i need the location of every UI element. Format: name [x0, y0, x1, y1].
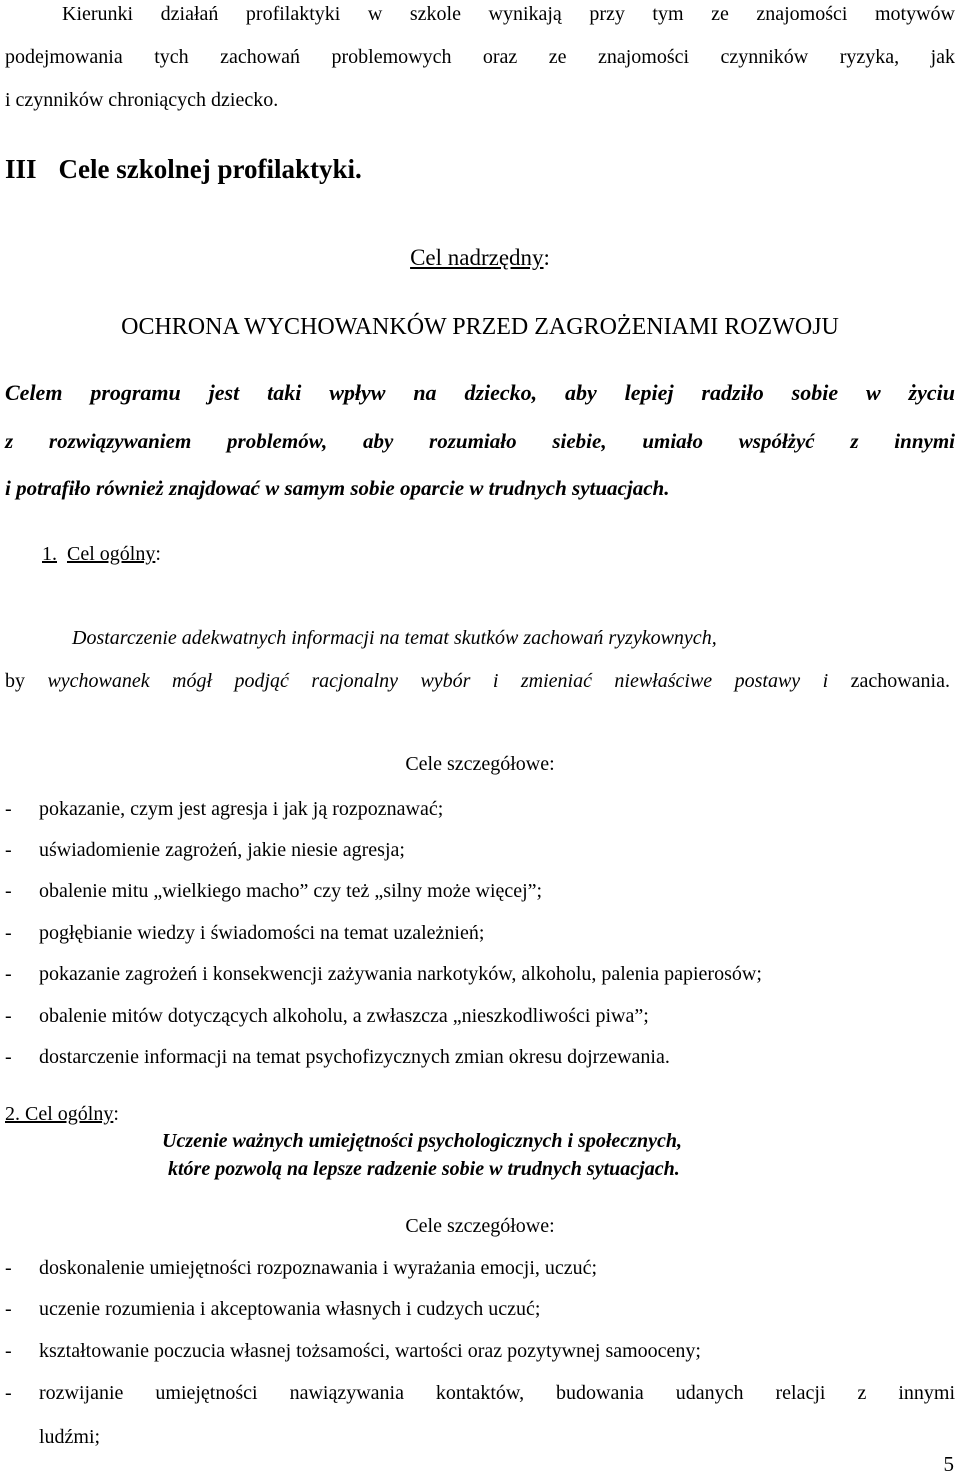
- goal1-desc-2: by wychowanek mógł podjąć racjonalny wybór i zmieniać niewłaściwe postawy i zachowania.: [5, 670, 950, 692]
- main-goal-desc-1: Celem programu jest taki wpływ na dziecko, aby lepiej radziło sobie w życiu: [5, 380, 955, 405]
- section-number: III: [5, 154, 37, 184]
- intro-line-3: i czynników chroniących dziecko.: [5, 89, 279, 111]
- main-goal-label: Cel nadrzędny:: [410, 245, 550, 270]
- section-title: Cele szkolnej profilaktyki.: [58, 154, 362, 184]
- goal1-heading: 1. Cel ogólny:: [42, 543, 161, 565]
- goal2-detail-heading: Cele szczegółowe:: [405, 1215, 555, 1237]
- main-goal-headline: OCHRONA WYCHOWANKÓW PRZED ZAGROŻENIAMI ROZWOJU: [121, 314, 839, 340]
- intro-line-2: podejmowania tych zachowań problemowych oraz ze znajomości czynników ryzyka, jak: [5, 46, 955, 68]
- goal2-heading: 2. Cel ogólny:: [5, 1103, 119, 1125]
- section-heading: [5, 153, 362, 185]
- goal1-desc-1: Dostarczenie adekwatnych informacji na temat skutków zachowań ryzykownych,: [72, 627, 717, 649]
- main-goal-desc-3: i potrafiło również znajdować w samym sobie oparcie w trudnych sytuacjach.: [5, 476, 670, 500]
- page-number: 5: [943, 1452, 954, 1476]
- intro-line-1: Kierunki działań profilaktyki w szkole wynikają przy tym ze znajomości motywów: [62, 3, 955, 25]
- goal1-label: Cel ogólny: [67, 543, 156, 565]
- main-goal-desc-2: z rozwiązywaniem problemów, aby rozumiało siebie, umiało współżyć z innymi: [5, 429, 955, 453]
- goal2-desc-1: Uczenie ważnych umiejętności psychologicznych i społecznych,: [162, 1130, 682, 1152]
- goal2-desc-2: które pozwolą na lepsze radzenie sobie w trudnych sytuacjach.: [168, 1158, 680, 1180]
- goal1-number: 1.: [42, 543, 57, 565]
- goal2-label: 2. Cel ogólny: [5, 1103, 114, 1125]
- goal1-detail-heading: Cele szczegółowe:: [405, 753, 555, 775]
